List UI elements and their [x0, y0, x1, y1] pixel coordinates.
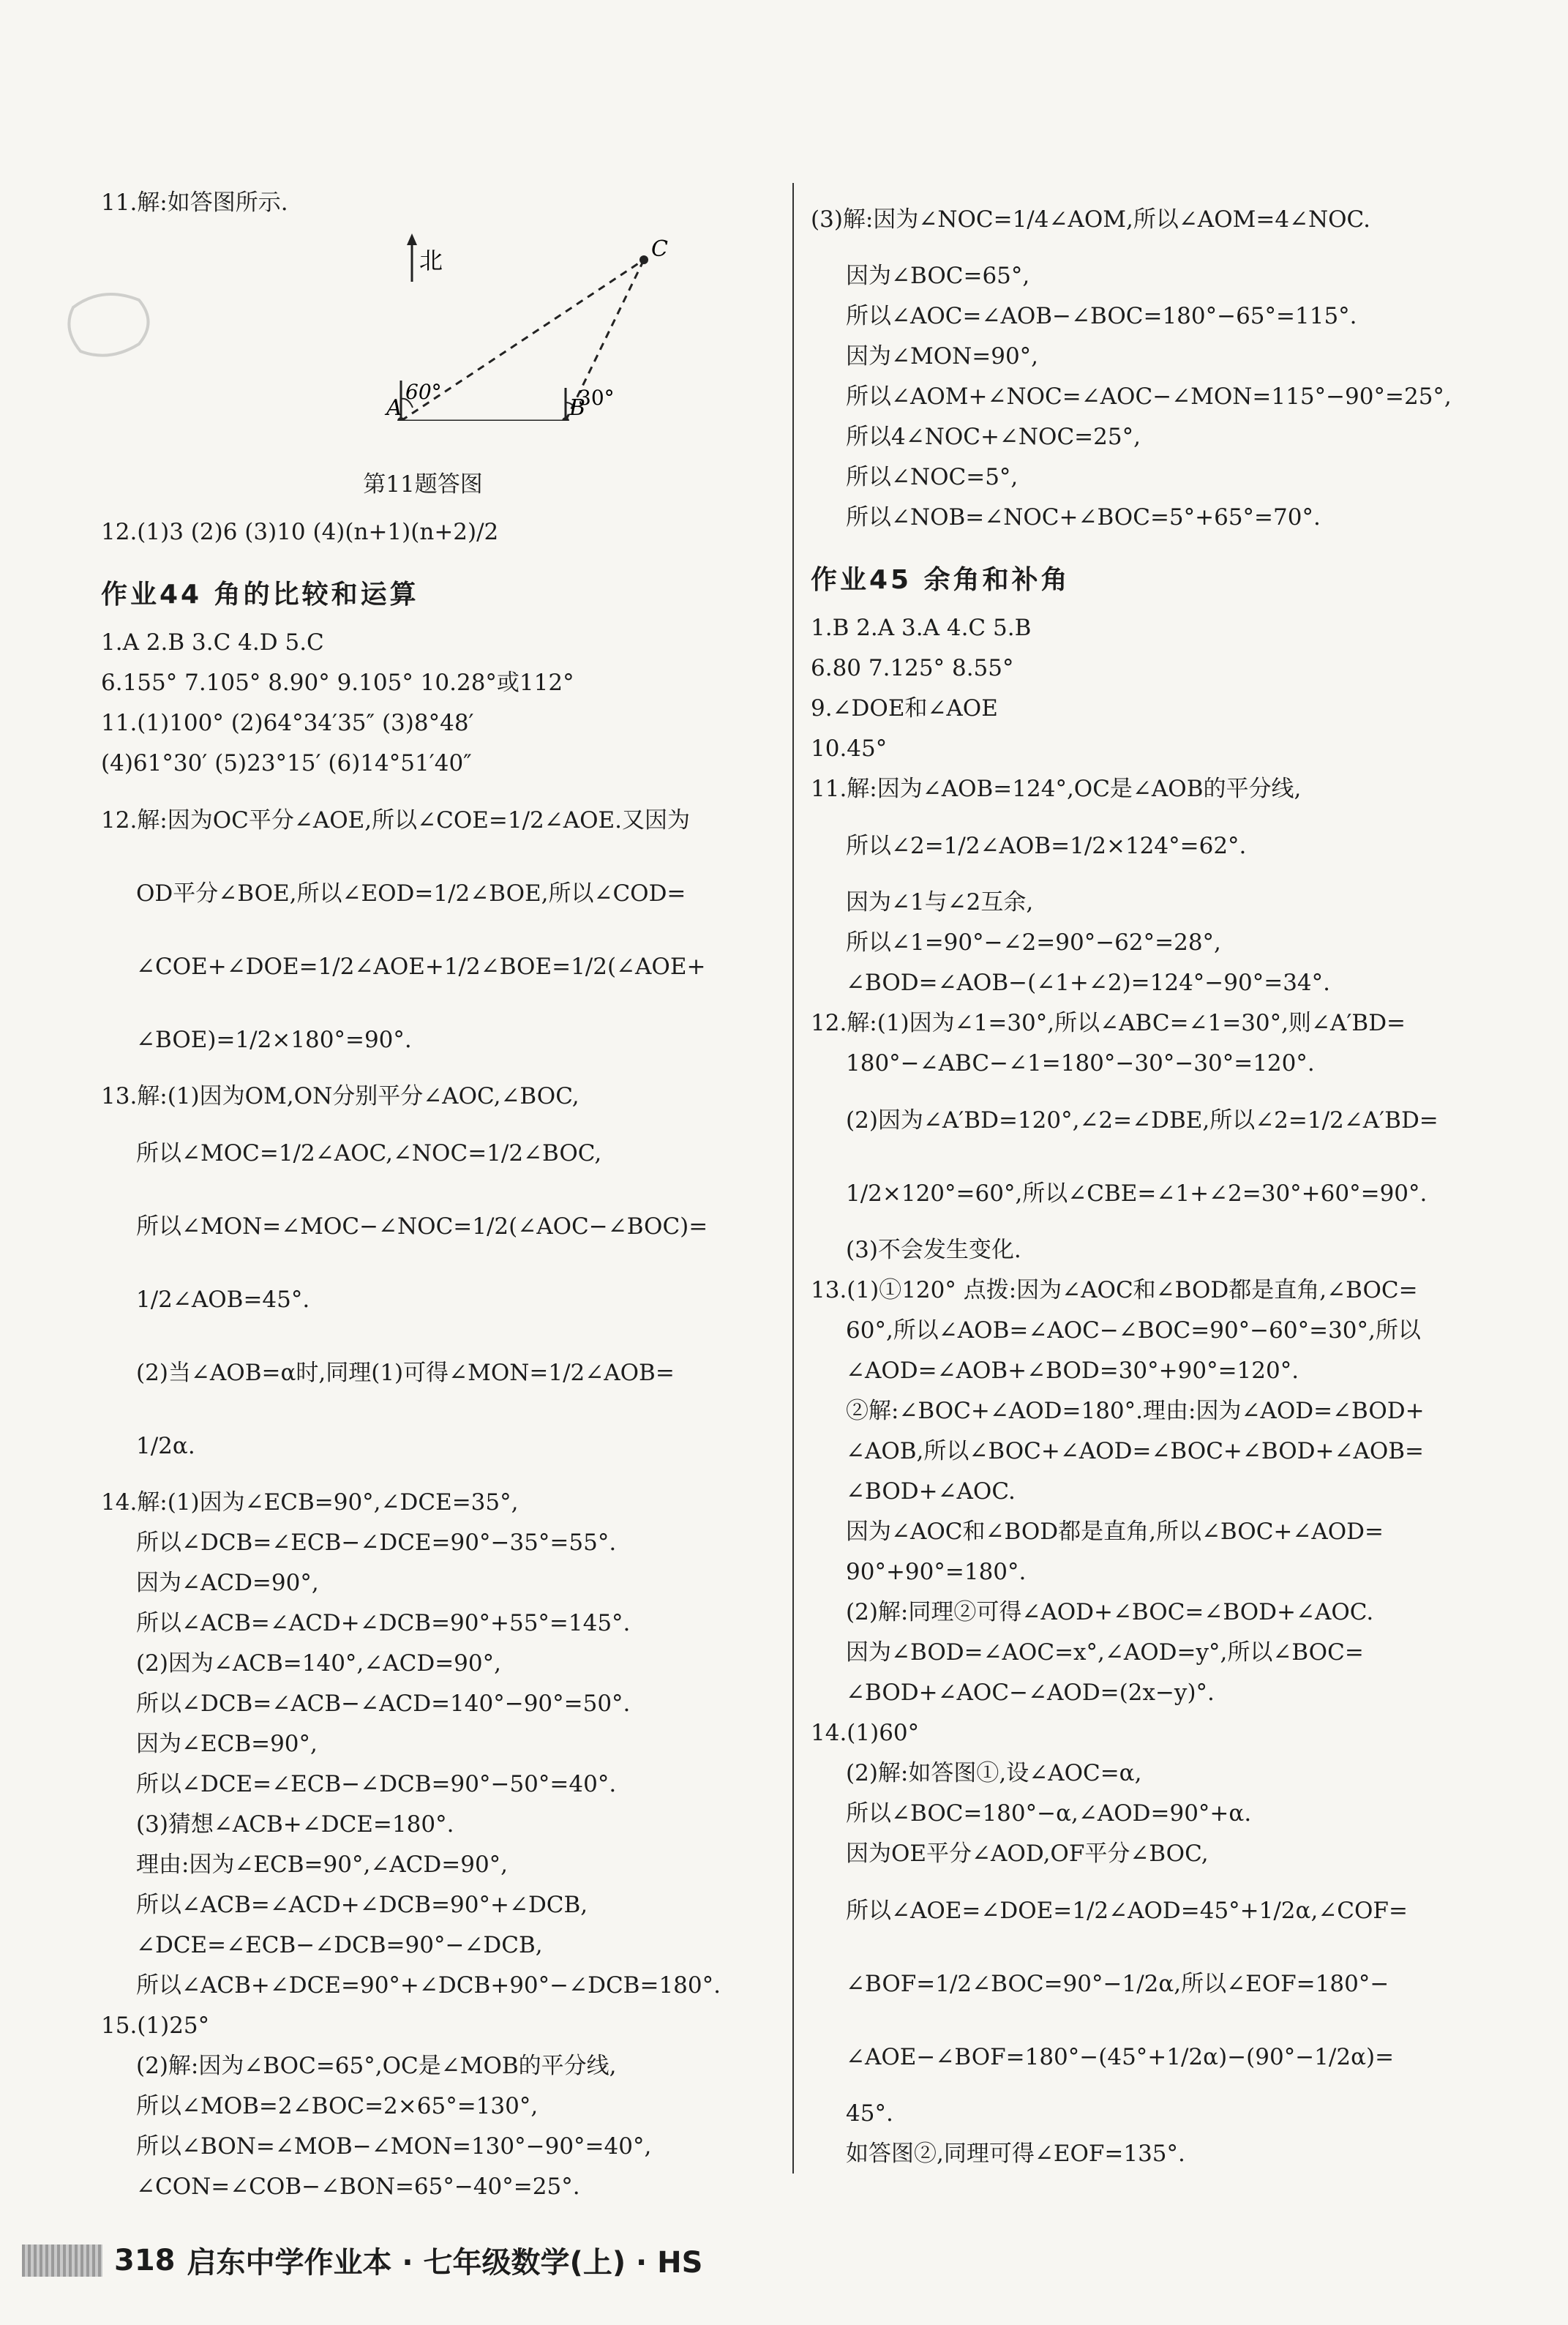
answer-line: (3)猜想∠ACB+∠DCE=180°.: [136, 1811, 454, 1838]
answer-line: 所以∠ACB=∠ACD+∠DCB=90°+55°=145°.: [136, 1610, 631, 1636]
answer-line: 因为∠MON=90°,: [846, 343, 1039, 370]
answer-line: 所以∠NOC=5°,: [846, 464, 1019, 490]
answer-line: 所以∠NOB=∠NOC+∠BOC=5°+65°=70°.: [846, 504, 1321, 531]
answer-line: 1/2α.: [136, 1433, 195, 1459]
answer-line: 所以∠AOM+∠NOC=∠AOC−∠MON=115°−90°=25°,: [846, 383, 1452, 410]
north-arrowhead-icon: [407, 233, 417, 245]
answer-line: 所以∠ACB=∠ACD+∠DCB=90°+∠DCB,: [136, 1892, 588, 1918]
answer-line: 所以∠BOC=180°−α,∠AOD=90°+α.: [846, 1800, 1252, 1827]
page-footer: [22, 2239, 702, 2281]
answer-line: 因为∠BOD=∠AOC=x°,∠AOD=y°,所以∠BOC=: [846, 1639, 1364, 1666]
answer-line: 因为∠AOC和∠BOD都是直角,所以∠BOC+∠AOD=: [846, 1519, 1384, 1545]
q11-heading: 11.解:如答图所示.: [101, 190, 288, 216]
answer-line: 11.解:因为∠AOB=124°,OC是∠AOB的平分线,: [811, 776, 1302, 802]
answer-line: ∠BOD=∠AOB−(∠1+∠2)=124°−90°=34°.: [846, 970, 1331, 996]
answer-line: 所以∠MON=∠MOC−∠NOC=1/2(∠AOC−∠BOC)=: [136, 1213, 708, 1240]
answer-line: 所以∠DCB=∠ECB−∠DCE=90°−35°=55°.: [136, 1530, 617, 1556]
answer-line: ∠BOD+∠AOC−∠AOD=(2x−y)°.: [846, 1680, 1215, 1706]
answer-line: ∠BOE)=1/2×180°=90°.: [136, 1027, 412, 1053]
answer-line: 12.解:(1)因为∠1=30°,所以∠ABC=∠1=30°,则∠A′BD=: [811, 1010, 1406, 1036]
answer-line: 13.(1)①120° 点拨:因为∠AOC和∠BOD都是直角,∠BOC=: [811, 1277, 1418, 1303]
answer-line: ∠CON=∠COB−∠BON=65°−40°=25°.: [136, 2174, 580, 2200]
figure-q11: [101, 223, 774, 465]
hw44-continued: [811, 183, 1491, 538]
hw45-title: 作业45 余角和补角: [811, 565, 1070, 595]
answer-line: ∠COE+∠DOE=1/2∠AOE+1/2∠BOE=1/2(∠AOE+: [136, 954, 706, 980]
answer-line: (2)解:因为∠BOC=65°,OC是∠MOB的平分线,: [136, 2053, 617, 2079]
left-column: [101, 183, 774, 2207]
answer-line: 理由:因为∠ECB=90°,∠ACD=90°,: [136, 1852, 509, 1878]
q12-answers: 12.(1)3 (2)6 (3)10 (4)(n+1)(n+2)/2: [101, 519, 499, 545]
answer-line: 因为∠ACD=90°,: [136, 1570, 319, 1596]
answer-line: 60°,所以∠AOB=∠AOC−∠BOC=90°−60°=30°,所以: [846, 1317, 1421, 1344]
answer-line: OD平分∠BOE,所以∠EOD=1/2∠BOE,所以∠COD=: [136, 880, 686, 907]
label-a: A: [386, 395, 402, 421]
answer-line: 6.80 7.125° 8.55°: [811, 655, 1014, 681]
answer-line: (4)61°30′ (5)23°15′ (6)14°51′40″: [101, 750, 472, 776]
label-b: B: [569, 395, 586, 421]
answer-line: 如答图②,同理可得∠EOF=135°.: [846, 2141, 1185, 2167]
answer-line: 所以∠AOE=∠DOE=1/2∠AOD=45°+1/2α,∠COF=: [846, 1898, 1408, 1924]
answer-line: 14.(1)60°: [811, 1720, 920, 1746]
answer-line: 所以∠ACB+∠DCE=90°+∠DCB+90°−∠DCB=180°.: [136, 1972, 721, 1999]
answer-line: 90°+90°=180°.: [846, 1559, 1027, 1585]
answer-line: ∠BOD+∠AOC.: [846, 1478, 1016, 1505]
north-label: 北: [419, 247, 443, 274]
answer-line: (2)因为∠ACB=140°,∠ACD=90°,: [136, 1650, 501, 1677]
answer-line: 因为∠ECB=90°,: [136, 1731, 318, 1757]
answer-line: (3)不会发生变化.: [846, 1237, 1021, 1263]
answer-line: 45°.: [846, 2100, 893, 2127]
answer-line: (3)解:因为∠NOC=1/4∠AOM,所以∠AOM=4∠NOC.: [811, 206, 1371, 233]
answer-line: (2)当∠AOB=α时,同理(1)可得∠MON=1/2∠AOB=: [136, 1360, 675, 1386]
answer-line: 9.∠DOE和∠AOE: [811, 695, 998, 722]
answer-line: 因为∠1与∠2互余,: [846, 889, 1034, 916]
answer-line: 所以4∠NOC+∠NOC=25°,: [846, 424, 1141, 450]
answer-line: 6.155° 7.105° 8.90° 9.105° 10.28°或112°: [101, 670, 574, 696]
answer-line: ②解:∠BOC+∠AOD=180°.理由:因为∠AOD=∠BOD+: [846, 1398, 1425, 1424]
figure-q11-diagram: [277, 223, 686, 421]
answer-line: 所以∠MOB=2∠BOC=2×65°=130°,: [136, 2093, 539, 2119]
answer-line: ∠DCE=∠ECB−∠DCB=90°−∠DCB,: [136, 1932, 543, 1958]
answer-line: 所以∠DCB=∠ACB−∠ACD=140°−90°=50°.: [136, 1691, 631, 1717]
hw44-lines: [101, 623, 774, 2207]
answer-line: 所以∠BON=∠MOB−∠MON=130°−90°=40°,: [136, 2133, 652, 2160]
answer-line: 所以∠DCE=∠ECB−∠DCB=90°−50°=40°.: [136, 1771, 617, 1797]
answer-line: 所以∠MOC=1/2∠AOC,∠NOC=1/2∠BOC,: [136, 1140, 602, 1167]
answer-line: (2)因为∠A′BD=120°,∠2=∠DBE,所以∠2=1/2∠A′BD=: [846, 1107, 1438, 1134]
point-c: [639, 255, 648, 264]
hw45-lines: [811, 608, 1491, 2174]
answer-line: 180°−∠ABC−∠1=180°−30°−30°=120°.: [846, 1050, 1315, 1077]
answer-line: 所以∠AOC=∠AOB−∠BOC=180°−65°=115°.: [846, 303, 1357, 329]
answer-line: 所以∠2=1/2∠AOB=1/2×124°=62°.: [846, 833, 1247, 859]
answer-line: 1.A 2.B 3.C 4.D 5.C: [101, 629, 324, 656]
answer-line: 15.(1)25°: [101, 2013, 210, 2039]
answer-line: ∠AOE−∠BOF=180°−(45°+1/2α)−(90°−1/2α)=: [846, 2044, 1395, 2070]
column-divider: [792, 183, 794, 2174]
angle-30-label: 30°: [578, 386, 615, 410]
figure-q11-caption: 第11题答图: [363, 471, 483, 498]
answer-line: 10.45°: [811, 735, 888, 762]
answer-line: (2)解:如答图①,设∠AOC=α,: [846, 1760, 1142, 1786]
page-number: 318: [114, 2243, 176, 2277]
angle-60-label: 60°: [405, 380, 442, 404]
answer-line: (2)解:同理②可得∠AOD+∠BOC=∠BOD+∠AOC.: [846, 1599, 1374, 1625]
answer-line: 因为∠BOC=65°,: [846, 263, 1030, 289]
label-c: C: [651, 236, 668, 262]
answer-line: ∠BOF=1/2∠BOC=90°−1/2α,所以∠EOF=180°−: [846, 1971, 1389, 1997]
answer-line: 14.解:(1)因为∠ECB=90°,∠DCE=35°,: [101, 1489, 519, 1516]
answer-line: 因为OE平分∠AOD,OF平分∠BOC,: [846, 1841, 1209, 1867]
answer-line: ∠AOB,所以∠BOC+∠AOD=∠BOC+∠BOD+∠AOB=: [846, 1438, 1425, 1464]
book-title: 启东中学作业本 · 七年级数学(上) · HS: [187, 2246, 703, 2280]
answer-line: 1/2×120°=60°,所以∠CBE=∠1+∠2=30°+60°=90°.: [846, 1180, 1428, 1207]
hw44-title: 作业44 角的比较和运算: [101, 580, 419, 610]
answer-line: ∠AOD=∠AOB+∠BOD=30°+90°=120°.: [846, 1358, 1299, 1384]
footer-bar-decoration: [22, 2244, 102, 2277]
answer-line: 13.解:(1)因为OM,ON分别平分∠AOC,∠BOC,: [101, 1083, 579, 1109]
right-column: [811, 183, 1491, 2174]
answer-line: 12.解:因为OC平分∠AOE,所以∠COE=1/2∠AOE.又因为: [101, 807, 690, 834]
answer-line: 1.B 2.A 3.A 4.C 5.B: [811, 615, 1032, 641]
answer-line: 1/2∠AOB=45°.: [136, 1287, 310, 1313]
answer-line: 所以∠1=90°−∠2=90°−62°=28°,: [846, 929, 1221, 956]
answer-line: 11.(1)100° (2)64°34′35″ (3)8°48′: [101, 710, 474, 736]
